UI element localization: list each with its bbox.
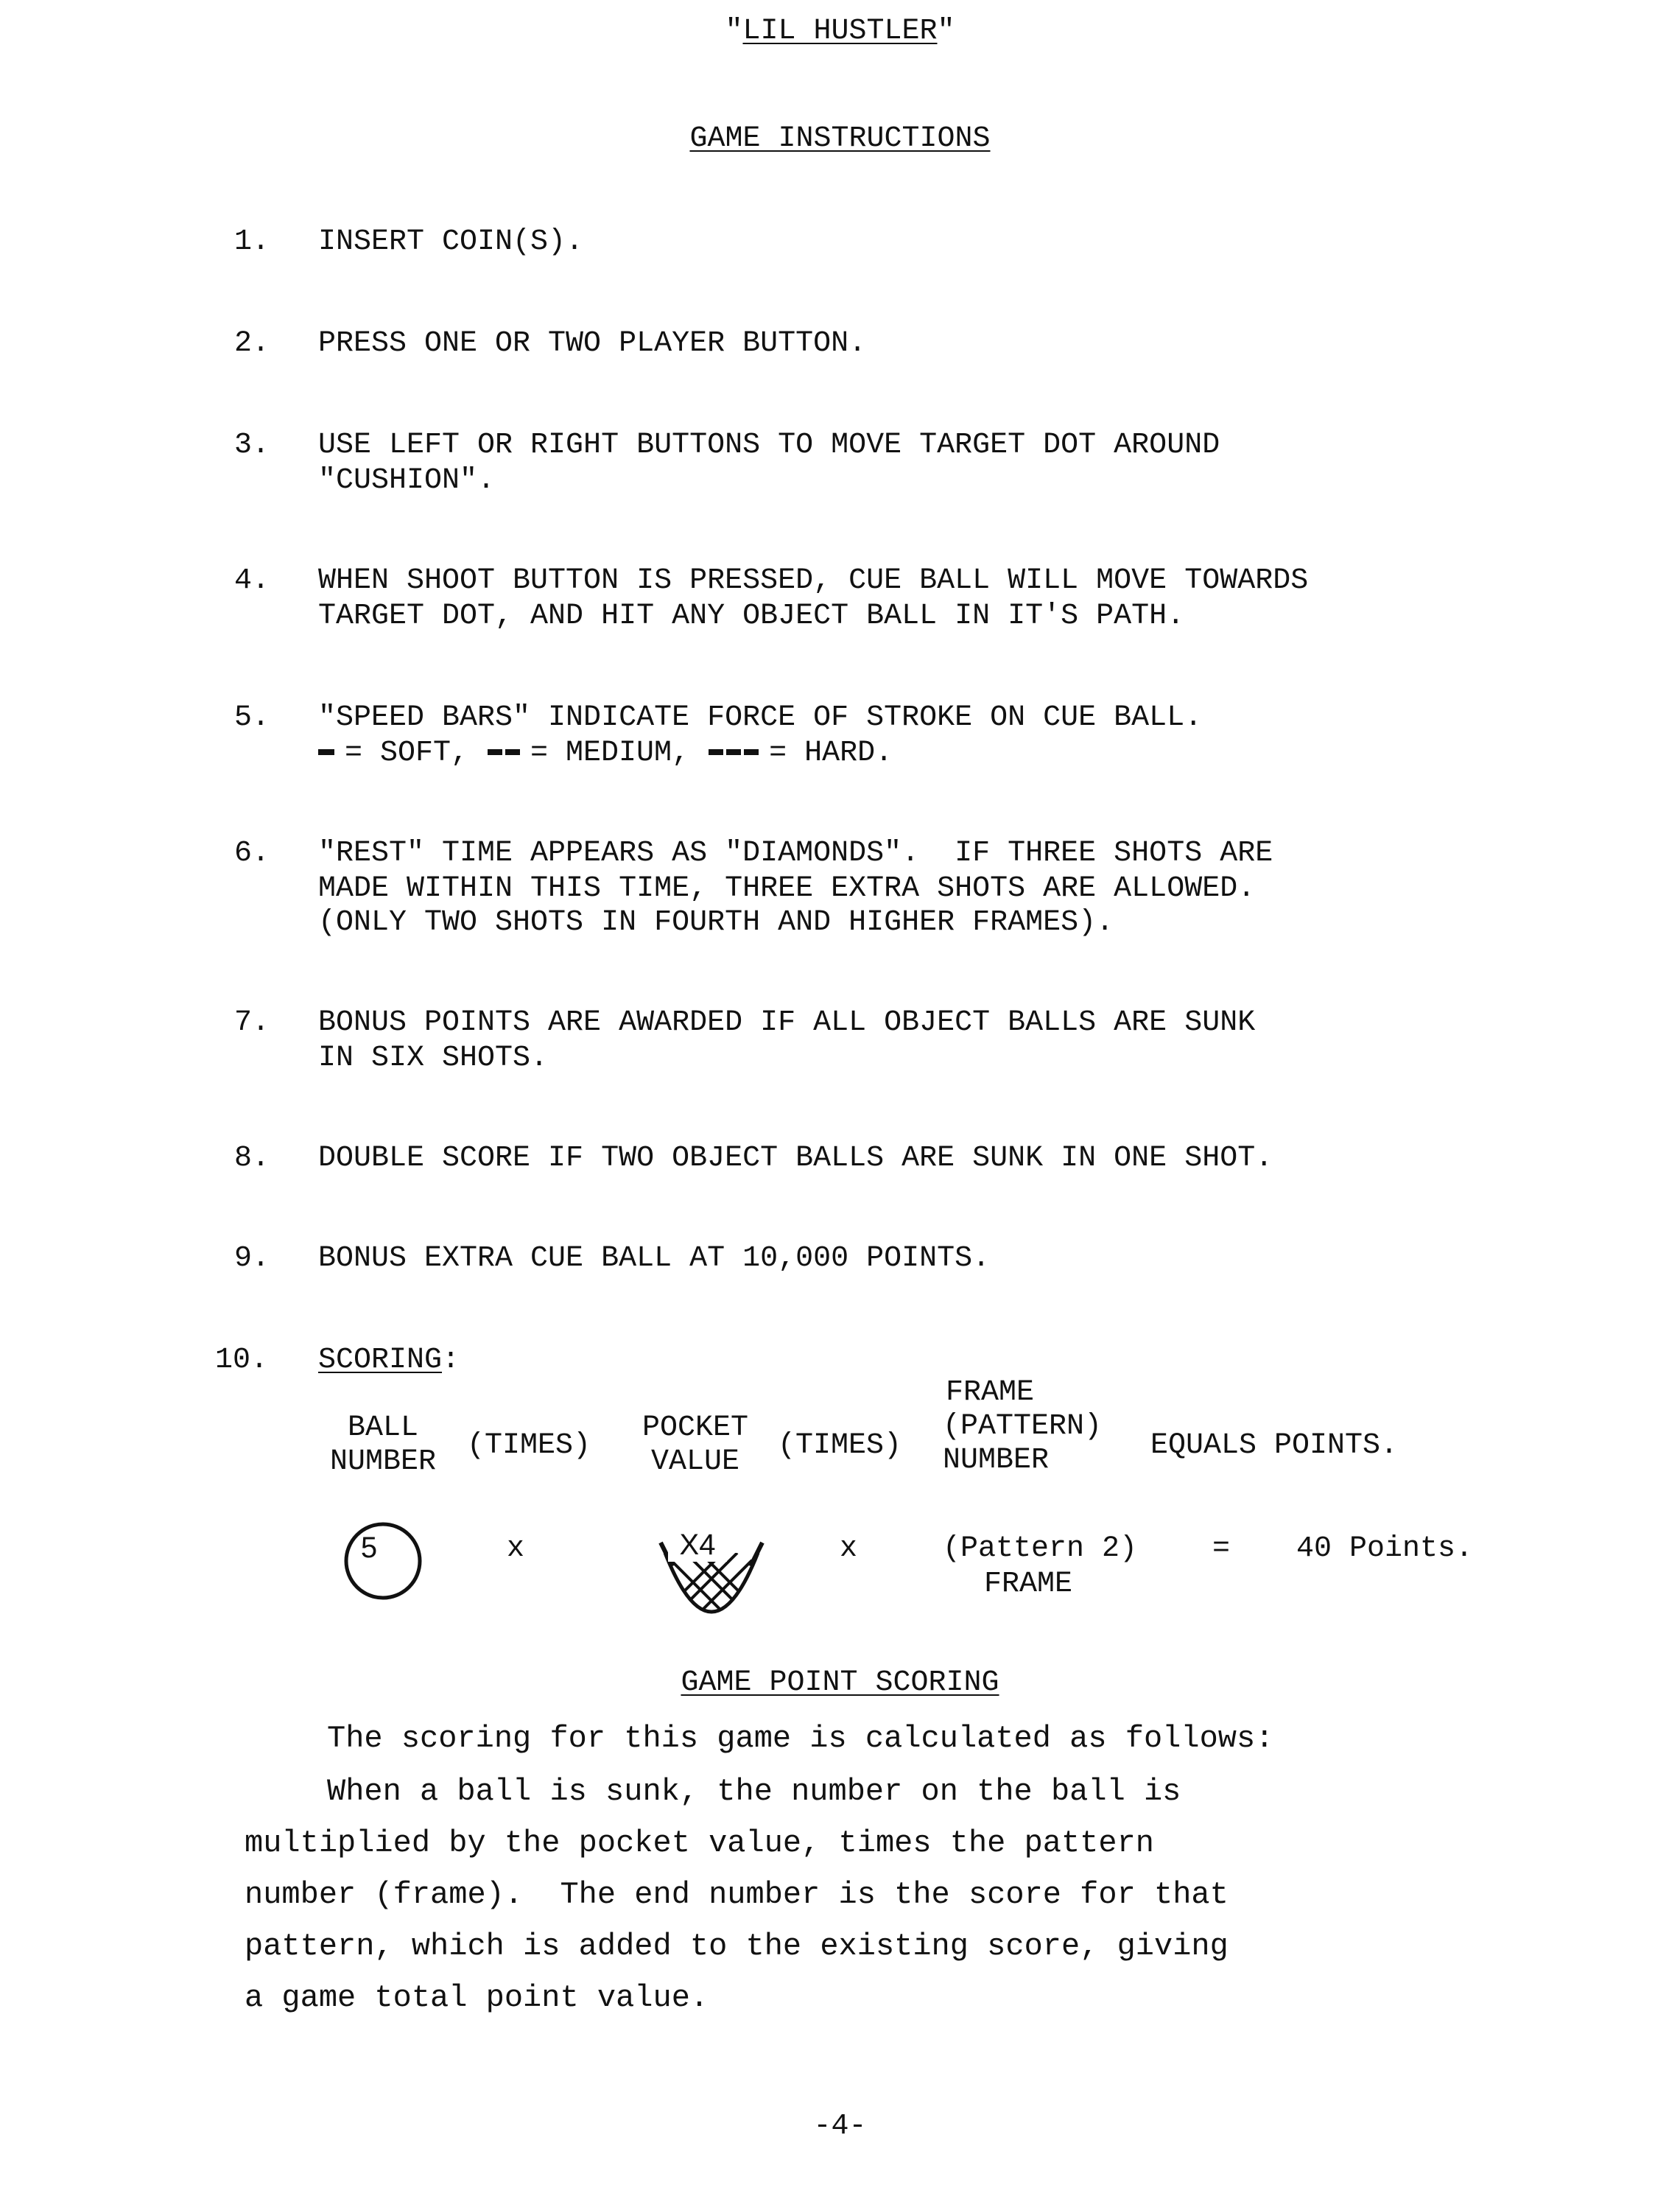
speed-bar-hard-icon [709, 749, 759, 755]
paragraph-line: a game total point value. [245, 1980, 709, 2016]
game-point-scoring-heading: GAME POINT SCORING [681, 1666, 999, 1699]
instruction-line: INSERT COIN(S). [318, 225, 584, 259]
formula-frame-number [943, 1376, 1102, 1478]
speed-legend [318, 737, 893, 771]
document-title: "LIL HUSTLER" [725, 15, 955, 48]
instruction-line: USE LEFT OR RIGHT BUTTONS TO MOVE TARGET DOT AROUND [318, 429, 1220, 462]
speed-medium-label: = MEDIUM, [530, 737, 690, 770]
speed-hard-label: = HARD. [769, 737, 893, 770]
instruction-number: 6. [234, 837, 270, 870]
instruction-line: "CUSHION". [318, 464, 496, 497]
example-frame: FRAME [984, 1568, 1073, 1601]
formula-times: (TIMES) [467, 1429, 591, 1462]
formula-pocket-line: VALUE [650, 1445, 740, 1478]
formula-frame-line: FRAME [946, 1376, 1035, 1409]
formula-pocket-value [622, 1411, 769, 1479]
instruction-number: 2. [234, 327, 270, 360]
paragraph-line: multiplied by the pocket value, times the pattern [245, 1825, 1155, 1861]
formula-frame-line: NUMBER [943, 1444, 1050, 1477]
speed-bar-soft-icon [318, 749, 334, 755]
formula-equals-points: EQUALS POINTS. [1150, 1429, 1399, 1462]
speed-soft-label: = SOFT, [345, 737, 469, 770]
scoring-heading [318, 1344, 460, 1378]
scoring-colon: : [442, 1344, 460, 1377]
instruction-line: BONUS EXTRA CUE BALL AT 10,000 POINTS. [318, 1242, 991, 1275]
scoring-label: SCORING [318, 1344, 443, 1377]
instruction-number: 8. [234, 1142, 270, 1175]
example-equals: = [1212, 1532, 1231, 1565]
paragraph-line: number (frame). The end number is the score for that [245, 1877, 1229, 1912]
instruction-line: "REST" TIME APPEARS AS "DIAMONDS". IF THREE SHOTS ARE [318, 837, 1273, 870]
instruction-line: WHEN SHOOT BUTTON IS PRESSED, CUE BALL WILL MOVE TOWARDS [318, 564, 1309, 597]
instruction-line: MADE WITHIN THIS TIME, THREE EXTRA SHOTS ARE ALLOWED. [318, 872, 1256, 905]
ball-number-label: 5 [360, 1532, 378, 1564]
example-points: 40 Points. [1296, 1532, 1474, 1565]
formula-ball-line: NUMBER [329, 1445, 437, 1478]
scoring-number: 10. [215, 1344, 269, 1377]
example-times: x [507, 1532, 525, 1565]
formula-ball-line: BALL [347, 1411, 418, 1445]
instruction-number: 4. [234, 564, 270, 597]
instruction-number: 5. [234, 701, 270, 734]
ball-5-icon [328, 1507, 410, 1588]
paragraph-line: When a ball is sunk, the number on the ball is [327, 1774, 1181, 1809]
instruction-line: BONUS POINTS ARE AWARDED IF ALL OBJECT BALLS ARE SUNK [318, 1006, 1256, 1039]
page-number: -4- [813, 2110, 867, 2143]
subtitle: GAME INSTRUCTIONS [689, 122, 991, 155]
formula-frame-line: (PATTERN) [943, 1410, 1103, 1443]
example-pattern: (Pattern 2) [943, 1532, 1138, 1565]
instruction-number: 9. [234, 1242, 270, 1275]
pocket-value-label: X4 [668, 1528, 727, 1562]
pocket-net-icon [642, 1525, 753, 1628]
instruction-line: IN SIX SHOTS. [318, 1042, 549, 1075]
formula-pocket-line: POCKET [642, 1411, 749, 1445]
instruction-line: DOUBLE SCORE IF TWO OBJECT BALLS ARE SUNK IN ONE SHOT. [318, 1142, 1273, 1175]
formula-ball-number [309, 1411, 457, 1479]
speed-bar-medium-icon [488, 749, 520, 755]
instruction-line: "SPEED BARS" INDICATE FORCE OF STROKE ON CUE BALL. [318, 701, 1203, 734]
instruction-number: 7. [234, 1006, 270, 1039]
instruction-line: (ONLY TWO SHOTS IN FOURTH AND HIGHER FRAMES). [318, 906, 1114, 939]
paragraph-line: The scoring for this game is calculated as follows: [327, 1721, 1274, 1756]
example-times: x [840, 1532, 858, 1565]
instruction-number: 3. [234, 429, 270, 462]
instruction-line: TARGET DOT, AND HIT ANY OBJECT BALL IN IT'S PATH. [318, 600, 1185, 633]
title-text: LIL HUSTLER [742, 15, 938, 48]
formula-times: (TIMES) [778, 1429, 902, 1462]
instruction-line: PRESS ONE OR TWO PLAYER BUTTON. [318, 327, 867, 360]
instruction-number: 1. [234, 225, 270, 259]
paragraph-line: pattern, which is added to the existing score, giving [245, 1929, 1229, 1964]
